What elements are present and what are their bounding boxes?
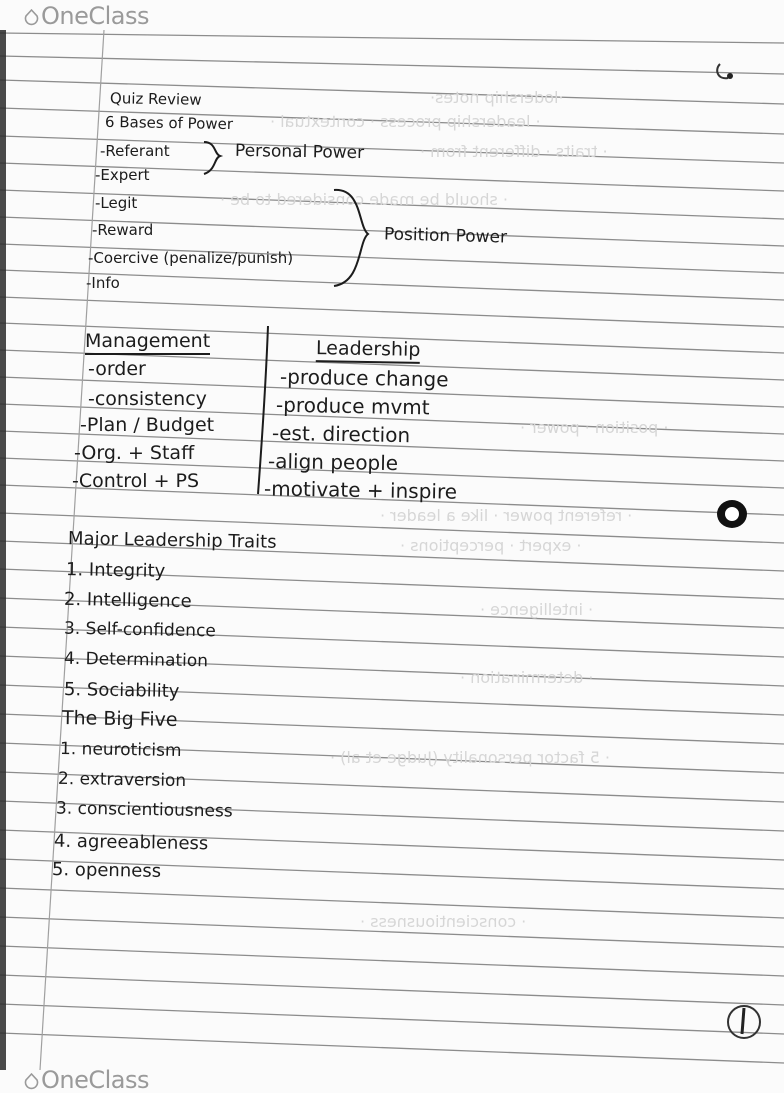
base-item: -Expert	[95, 166, 150, 184]
bleed-through-text: · determination ·	[460, 668, 594, 687]
bleed-through-text: · leadership process · contextual ·	[270, 112, 541, 131]
bleed-through-text: · expert · perceptions ·	[400, 536, 582, 555]
bigfive-item: 3. conscientiousness	[55, 798, 233, 822]
trait-item: 4. Determination	[63, 648, 209, 672]
binder-hole-icon	[722, 1002, 766, 1042]
bleed-through-text: · should be made considered to be ·	[220, 190, 508, 209]
management-heading-text: Management	[85, 330, 210, 355]
notes-title: Quiz Review	[109, 89, 202, 109]
personal-power-label: Personal Power	[234, 140, 365, 164]
binder-hole-icon	[712, 496, 752, 532]
binder-hole-icon	[712, 56, 742, 86]
trait-item: 5. Sociability	[63, 678, 180, 703]
bases-heading: 6 Bases of Power	[104, 112, 234, 134]
leadership-heading	[316, 337, 421, 361]
bleed-through-text: · conscientiousness ·	[360, 912, 527, 931]
oneclass-logo-icon	[24, 1072, 39, 1090]
brace-icon	[330, 186, 376, 292]
leadership-item: -produce mvmt	[275, 392, 430, 420]
leadership-item: -align people	[267, 448, 399, 476]
bleed-through-text: · 5 factor personality (Judge et al) ·	[330, 748, 610, 767]
trait-item: 2. Intelligence	[63, 588, 192, 613]
brand-logo-top	[24, 2, 149, 30]
base-item: -Referant	[100, 142, 170, 160]
bleed-through-text: · intelligence ·	[480, 600, 594, 619]
base-item: -Coercive (penalize/punish)	[88, 249, 294, 267]
management-item: -Control + PS	[72, 470, 200, 492]
leadership-heading-text: Leadership	[316, 337, 421, 364]
management-heading	[85, 330, 210, 352]
base-item: -Reward	[92, 221, 154, 239]
bleed-through-text: · traits · different from ·	[420, 142, 608, 161]
bigfive-item: 4. agreeableness	[53, 830, 209, 855]
management-item: -Org. + Staff	[74, 442, 195, 464]
bigfive-heading: The Big Five	[61, 706, 178, 732]
brace-icon	[200, 138, 230, 178]
bigfive-item: 5. openness	[51, 859, 162, 882]
brand-logo-bottom	[24, 1066, 149, 1093]
base-item: -Info	[86, 274, 120, 292]
leadership-item: -est. direction	[271, 420, 411, 448]
bleed-through-text: · referent power · like a leader ·	[380, 506, 633, 525]
bleed-through-text: ·lodership notes·	[430, 88, 564, 107]
oneclass-logo-icon	[24, 8, 39, 26]
leadership-item: -produce change	[279, 364, 449, 392]
management-item: -order	[88, 358, 146, 380]
trait-item: 1. Integrity	[65, 559, 166, 582]
management-item: -consistency	[88, 388, 207, 410]
base-item: -Legit	[95, 194, 138, 212]
brand-name: OneClass	[41, 2, 150, 30]
brand-name: OneClass	[41, 1066, 150, 1093]
management-item: -Plan / Budget	[80, 414, 215, 436]
leadership-item: -motivate + inspire	[263, 476, 458, 504]
bleed-through-text: · position · power ·	[520, 418, 669, 437]
bigfive-item: 2. extraversion	[57, 768, 187, 792]
traits-heading: Major Leadership Traits	[67, 528, 277, 553]
bigfive-item: 1. neuroticism	[59, 738, 182, 762]
trait-item: 3. Self-confidence	[63, 618, 217, 642]
position-power-label: Position Power	[383, 224, 508, 248]
